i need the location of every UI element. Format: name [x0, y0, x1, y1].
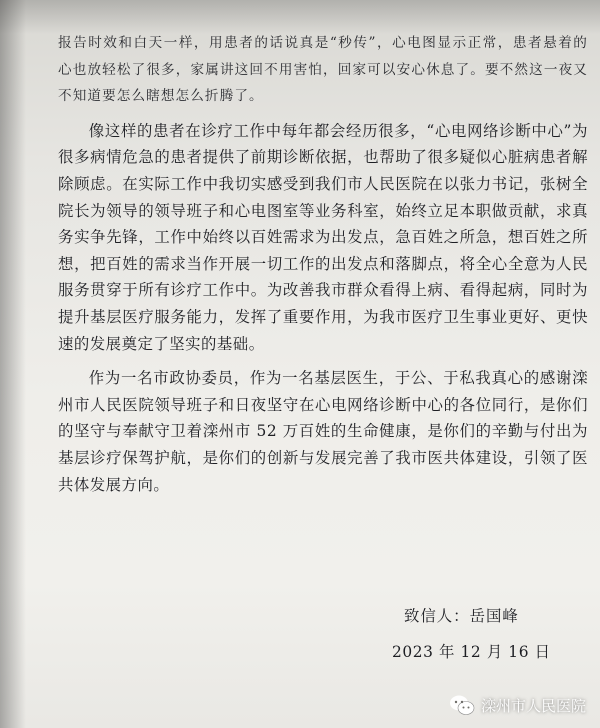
account-watermark	[449, 694, 586, 716]
letter-paragraph-1: 报告时效和白天一样，用患者的话说真是“秒传”，心电图显示正常，患者悬着的心也放轻松了很多，家属讲这回不用害怕，回家可以安心休息了。要不然这一夜又不知道要怎么瞎想怎么折腾了。	[58, 35, 588, 105]
wechat-icon	[449, 694, 475, 716]
letter-paragraph-2: 像这样的患者在诊疗工作中每年都会经历很多，“心电网络诊断中心”为很多病情危急的患者提供了前期诊断依据，也帮助了很多疑似心脏病患者解除顾虑。在实际工作中我切实感受到我们市人民医院在以张力书记，张树全院长为领导的领导班子和心电图室等业务科室，始终立足本职做贡献，求真务实争先锋，工作中始终以百姓需求为出发点，急百姓之所急，想百姓之所想，把百姓的需求当作开展一切工作的出发点和落脚点，将全心全意为人民服务贯穿于所有诊疗工作中。为改善我市群众看得上病、看得起病，同时为提升基层医疗服务能力，发挥了重要作用，为我市医疗卫生事业更好、更快速的发展奠定了坚实的基础。	[58, 121, 588, 353]
letter-date: 2023 年 12 月 16 日	[392, 643, 551, 661]
watermark-text: 滦州市人民医院	[480, 696, 586, 715]
letter-signature: 致信人：岳国峰	[404, 607, 519, 625]
letter-paragraph-3: 作为一名市政协委员，作为一名基层医生，于公、于私我真心的感谢滦州市人民医院领导班子和日夜坚守在心电网络诊断中心的各位同行，是你们的坚守与奉献守卫着滦州市 52 万百姓的生命健康，是你们的辛勤与付出为基层诊疗保驾护航，是你们的创新与发展完善了我市医共体建设，引领了医共体发展方向。	[58, 369, 588, 494]
paper-shadow-top	[0, 0, 600, 34]
paper-shadow-left	[0, 0, 26, 728]
letter-body	[58, 30, 588, 498]
